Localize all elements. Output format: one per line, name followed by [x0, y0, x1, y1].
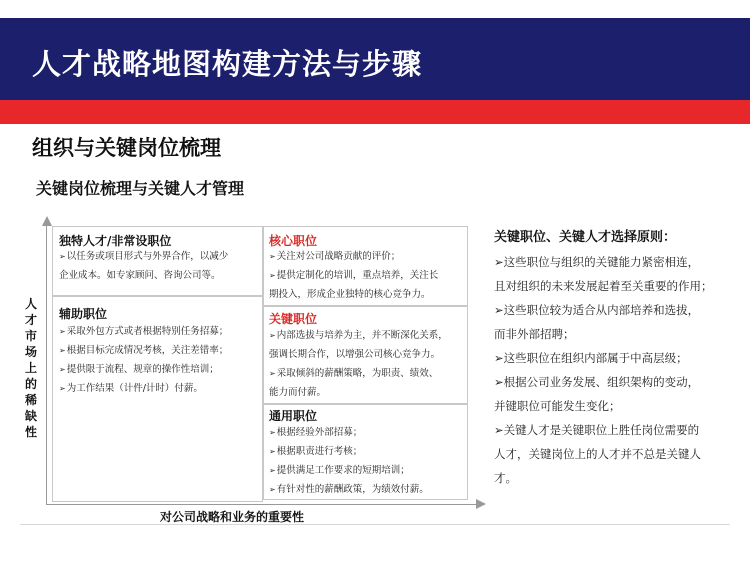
section-subtitle: 关键岗位梳理与关键人才管理	[36, 179, 245, 198]
cell-line: 企业成本。如专家顾问、咨询公司等。	[59, 270, 221, 281]
bullet-arrow-icon: ➢	[269, 485, 276, 494]
cell-title: 核心职位	[269, 234, 318, 248]
cell-line: ➢关注对公司战略贡献的评价；	[269, 251, 401, 262]
cell-line: 期投入，形成企业独特的核心竞争力。	[269, 289, 431, 300]
bullet-arrow-icon: ➢	[269, 447, 276, 456]
bullet-arrow-icon: ➢	[269, 428, 276, 437]
cell-line: ➢提供定制化的培训，重点培养，关注长	[269, 270, 439, 281]
section-title: 组织与关键岗位梳理	[32, 136, 221, 160]
cell-line: ➢提供满足工作要求的短期培训；	[269, 465, 410, 476]
bullet-arrow-icon: ➢	[59, 252, 66, 261]
cell-line: ➢采取倾斜的薪酬策略，为职责、绩效、	[269, 368, 439, 379]
cell-general-positions	[263, 404, 468, 500]
cell-title: 关键职位	[269, 312, 318, 326]
header-banner	[0, 18, 750, 100]
principles-line: ➢这些职位在组织内部属于中高层级；	[494, 351, 688, 365]
principles-line: 并键职位可能发生变化；	[494, 399, 621, 413]
cell-line: ➢内部选拔与培养为主，并不断深化关系，	[269, 330, 448, 341]
cell-core-positions	[263, 226, 468, 306]
cell-key-positions	[263, 306, 468, 404]
cell-title: 辅助职位	[59, 307, 108, 321]
principles-line: 才。	[494, 471, 517, 485]
principles-line: 而非外部招聘；	[494, 327, 575, 341]
principles-title: 关键职位、关键人才选择原则：	[494, 230, 677, 245]
bullet-arrow-icon: ➢	[269, 271, 276, 280]
bullet-arrow-icon: ➢	[59, 365, 66, 374]
principles-line: ➢这些职位与组织的关键能力紧密相连，	[494, 255, 700, 269]
y-axis-line	[46, 226, 47, 504]
bullet-arrow-icon: ➢	[269, 369, 276, 378]
x-axis-label: 对公司战略和业务的重要性	[160, 510, 305, 524]
cell-line: ➢根据职责进行考核；	[269, 446, 363, 457]
principles-line: ➢关键人才是关键职位上胜任岗位需要的	[494, 423, 700, 437]
cell-line: ➢有针对性的薪酬政策，为绩效付薪。	[269, 484, 429, 495]
cell-line: ➢为工作结果（计件/计时）付薪。	[59, 383, 203, 394]
cell-line: ➢提供限于流程、规章的操作性培训；	[59, 364, 219, 375]
bullet-arrow-icon: ➢	[269, 252, 276, 261]
x-axis-line	[46, 504, 476, 505]
cell-title: 通用职位	[269, 409, 318, 423]
principles-line: ➢根据公司业务发展、组织架构的变动，	[494, 375, 700, 389]
bullet-arrow-icon: ➢	[59, 384, 66, 393]
x-axis-arrow-icon	[476, 499, 486, 509]
principles-line: ➢这些职位较为适合从内部培养和选拔，	[494, 303, 700, 317]
cell-unique-positions	[52, 226, 263, 296]
principles-line: 且对组织的未来发展起着至关重要的作用；	[494, 279, 713, 293]
principles-line: 人才，关键岗位上的人才并不总是关键人	[494, 447, 701, 461]
y-axis-label: 人才市场上的稀缺性	[24, 297, 37, 439]
bullet-arrow-icon: ➢	[269, 331, 276, 340]
bullet-arrow-icon: ➢	[59, 327, 66, 336]
bullet-arrow-icon: ➢	[59, 346, 66, 355]
cell-line: ➢根据经验外部招募；	[269, 427, 363, 438]
accent-stripe	[0, 100, 750, 124]
footer-rule	[20, 524, 730, 525]
y-axis-arrow-icon	[42, 216, 52, 226]
cell-line: 强调长期合作，以增强公司核心竞争力。	[269, 349, 441, 360]
cell-line: ➢采取外包方式或者根据特别任务招募；	[59, 326, 229, 337]
cell-line: ➢根据目标完成情况考核，关注差错率；	[59, 345, 229, 356]
bullet-arrow-icon: ➢	[269, 466, 276, 475]
page-title: 人才战略地图构建方法与步骤	[32, 47, 423, 81]
cell-title: 独特人才/非常设职位	[59, 234, 172, 248]
cell-auxiliary-positions	[52, 296, 263, 502]
cell-line: ➢以任务或项目形式与外界合作，以减少	[59, 251, 229, 262]
cell-line: 能力而付薪。	[269, 387, 327, 398]
selection-principles	[494, 226, 734, 490]
